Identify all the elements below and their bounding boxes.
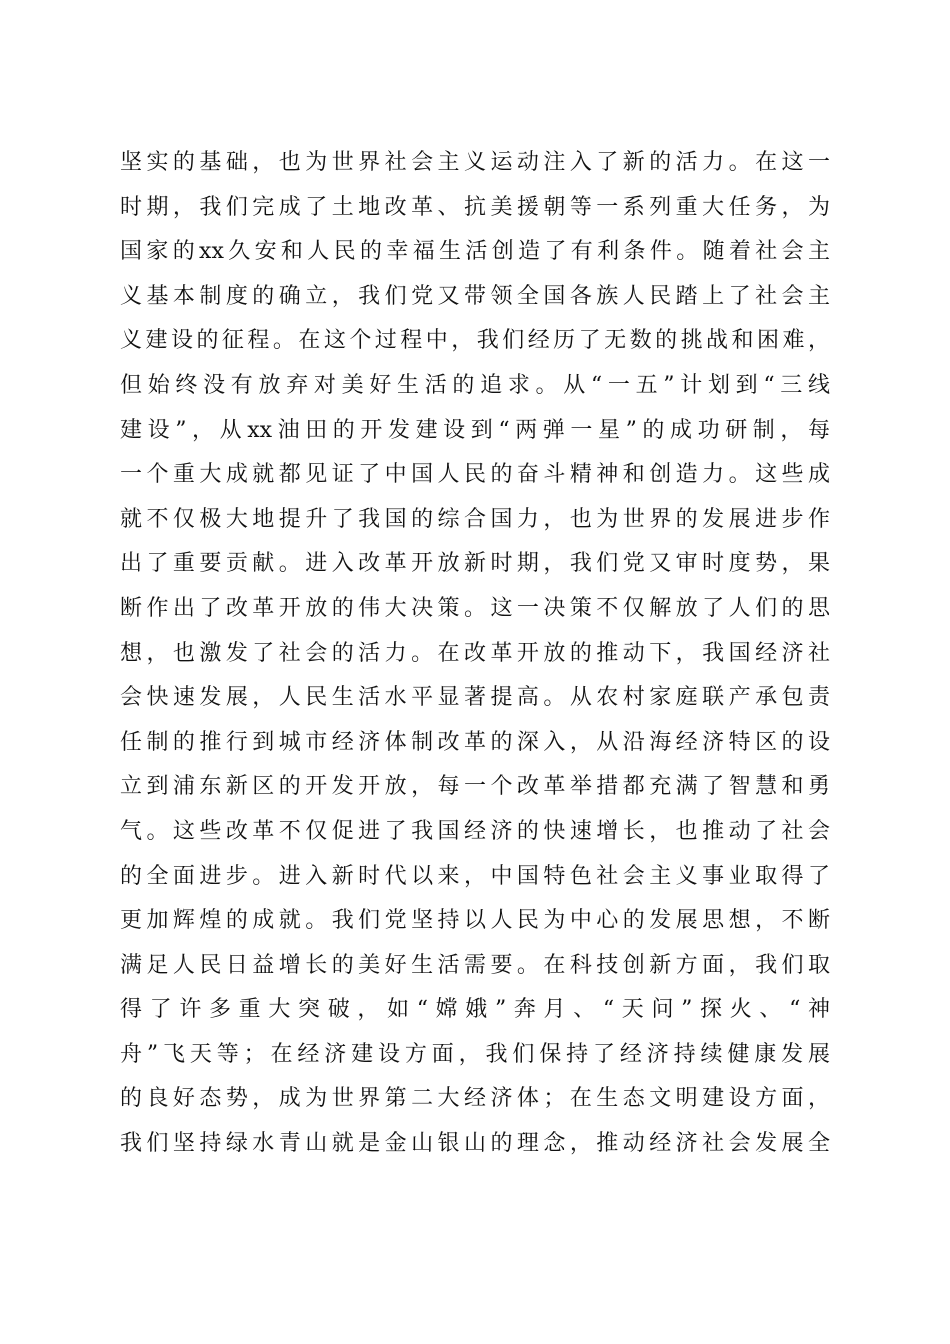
- text-line: 立到浦东新区的开发开放，每一个改革举措都充满了智慧和勇: [120, 774, 830, 800]
- text-line: 气。这些改革不仅促进了我国经济的快速增长，也推动了社会: [120, 818, 830, 844]
- text-line: 国家的xx久安和人民的幸福生活创造了有利条件。随着社会主: [120, 239, 830, 265]
- text-line: 我们坚持绿水青山就是金山银山的理念，推动经济社会发展全: [120, 1131, 830, 1157]
- text-line: 出了重要贡献。进入改革开放新时期，我们党又审时度势，果: [120, 551, 830, 577]
- text-line: 的良好态势，成为世界第二大经济体；在生态文明建设方面，: [120, 1086, 830, 1112]
- text-line: 任制的推行到城市经济体制改革的深入，从沿海经济特区的设: [120, 729, 830, 755]
- text-line: 时期，我们完成了土地改革、抗美援朝等一系列重大任务，为: [120, 194, 830, 220]
- text-line: 舟”飞天等；在经济建设方面，我们保持了经济持续健康发展: [120, 1041, 830, 1067]
- text-line: 的全面进步。进入新时代以来，中国特色社会主义事业取得了: [120, 863, 830, 889]
- text-line: 一个重大成就都见证了中国人民的奋斗精神和创造力。这些成: [120, 462, 830, 488]
- text-line: 坚实的基础，也为世界社会主义运动注入了新的活力。在这一: [120, 150, 830, 175]
- text-line: 断作出了改革开放的伟大决策。这一决策不仅解放了人们的思: [120, 595, 830, 621]
- text-line: 就不仅极大地提升了我国的综合国力，也为世界的发展进步作: [120, 506, 830, 532]
- text-line: 想，也激发了社会的活力。在改革开放的推动下，我国经济社: [120, 640, 830, 666]
- text-line: 建设”，从xx油田的开发建设到“两弹一星”的成功研制，每: [120, 417, 830, 443]
- text-line: 但始终没有放弃对美好生活的追求。从“一五”计划到“三线: [120, 372, 830, 398]
- text-line: 满足人民日益增长的美好生活需要。在科技创新方面，我们取: [120, 952, 830, 978]
- text-line: 得了许多重大突破，如“嫦娥”奔月、“天问”探火、“神: [120, 997, 830, 1023]
- text-line: 义建设的征程。在这个过程中，我们经历了无数的挑战和困难，: [120, 328, 830, 354]
- text-line: 会快速发展，人民生活水平显著提高。从农村家庭联产承包责: [120, 685, 830, 711]
- text-line: 更加辉煌的成就。我们党坚持以人民为中心的发展思想，不断: [120, 908, 830, 934]
- body-text: [120, 141, 830, 1167]
- text-line: 义基本制度的确立，我们党又带领全国各族人民踏上了社会主: [120, 283, 830, 309]
